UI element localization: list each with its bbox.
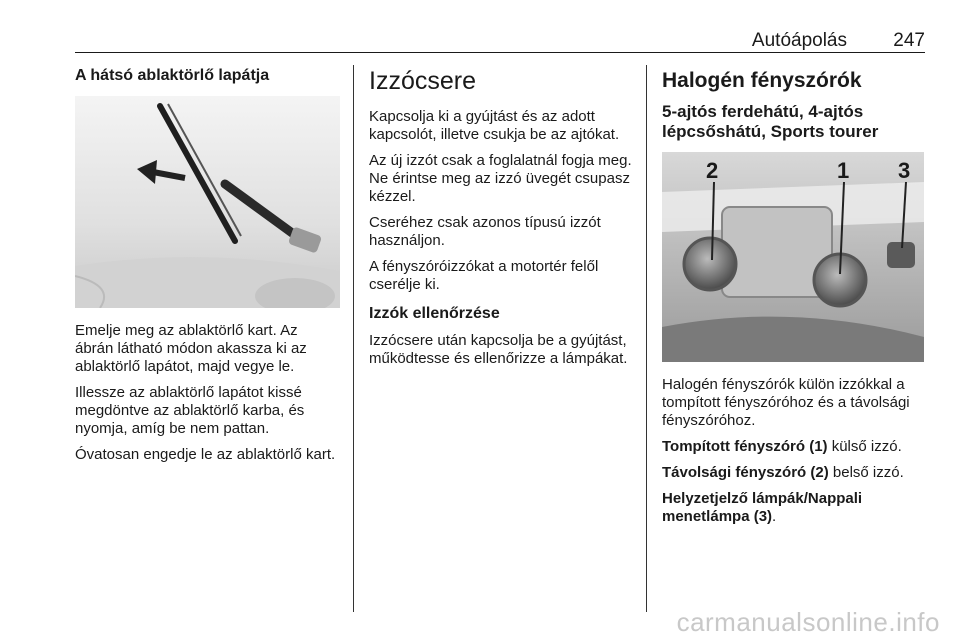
wiper-step-3: Óvatosan engedje le az ablaktörlő kart. (75, 446, 336, 463)
column-divider-1 (353, 65, 354, 612)
figure-label-3: 3 (898, 158, 911, 183)
page-header (75, 28, 925, 52)
halogen-heading: Halogén fényszórók (662, 69, 862, 92)
wiper-step-2: Illessze az ablaktörlő lapátot kissé megdöntve az ablaktörlő karba, és nyomja, amíg be nem pattan. (75, 384, 305, 437)
bulb-check-heading: Izzók ellenőrzése (369, 305, 500, 322)
rear-wiper-heading: A hátsó ablaktörlő lapátja (75, 67, 270, 84)
low-beam-desc: külső izzó. (827, 438, 902, 455)
bulb-text-3: Cseréhez csak azonos típusú izzót használjon. (369, 214, 601, 249)
figure-label-1: 1 (837, 158, 850, 183)
column-bulb-replacement (369, 64, 634, 376)
bulb-text-2: Az új izzót csak a foglalatnál fogja meg. Ne érintse meg az izzó üvegét csupasz kézzel. (369, 152, 632, 205)
high-beam-term: Távolsági fényszóró (2) (662, 464, 829, 481)
halogen-item-high-beam (662, 464, 930, 482)
bulb-text-4: A fényszóróizzókat a motortér felől cserélje ki. (369, 258, 599, 293)
bulb-replacement-heading: Izzócsere (369, 67, 476, 95)
page-number: 247 (893, 30, 925, 51)
watermark: carmanualsonline.info (676, 607, 940, 637)
column-divider-2 (646, 65, 647, 612)
bulb-text-1: Kapcsolja ki a gyújtást és az adott kapcsolót, illetve csukja be az ajtókat. (369, 108, 620, 143)
halogen-intro: Halogén fényszórók külön izzókkal a tompított fényszóróhoz és a távolsági fényszóróhoz. (662, 376, 910, 429)
figure-label-2: 2 (706, 158, 719, 183)
wiper-step-1: Emelje meg az ablaktörlő kart. Az ábrán látható módon akassza ki az ablaktörlő lapátot, majd vegye le. (75, 322, 307, 375)
column-halogen-headlights (662, 64, 930, 534)
rear-wiper-blade-illustration-icon (75, 96, 340, 308)
position-lamp-desc: . (772, 508, 777, 525)
halogen-headlamp-photo-icon (662, 152, 924, 362)
header-rule (75, 52, 925, 53)
halogen-item-low-beam (662, 438, 930, 456)
bulb-check-text: Izzócsere után kapcsolja be a gyújtást, működtesse és ellenőrizze a lámpákat. (369, 332, 628, 367)
position-lamp-term: Helyzetjelző lámpák/Nappali menetlámpa (3) (662, 490, 863, 525)
halogen-item-position-lamp (662, 490, 930, 526)
low-beam-term: Tompított fényszóró (1) (662, 438, 828, 455)
halogen-subheading: 5-ajtós ferdehátú, 4-ajtós lépcsőshátú, Sports tourer (662, 102, 879, 141)
column-rear-wiper (75, 64, 340, 472)
section-title: Autóápolás (751, 30, 847, 51)
high-beam-desc: belső izzó. (828, 464, 904, 481)
